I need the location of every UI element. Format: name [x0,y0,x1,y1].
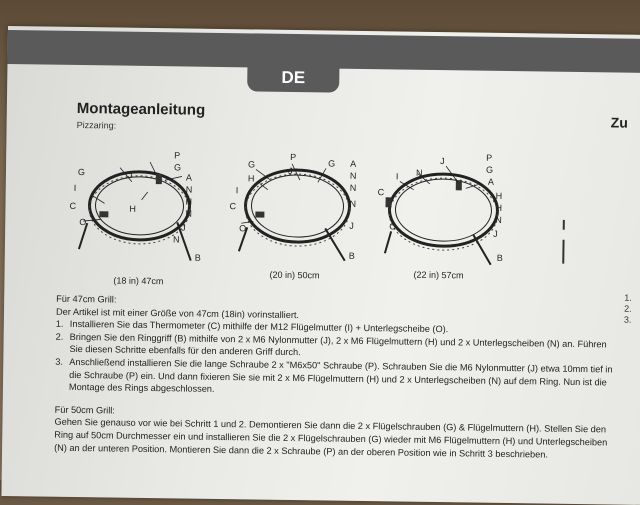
diagram-label: H [495,203,502,213]
step-text: Bringen Sie den Ringgriff (B) mithilfe von 2 x M6 Nylonmutter (J), 2 x M6 Flügelmuttern (H) und 2 x Unterlegscheiben (N) an. Führen Sie diesen Schritte ebenfalls für den anderen Griff durch. [69,332,606,358]
section-heading: Für 50cm Grill: [55,403,615,423]
diagram-label: A [350,159,356,169]
section-intro: Der Artikel ist mit einer Größe von 47cm (18in) vorinstalliert. [56,305,616,325]
diagram-label: B [497,253,503,263]
language-tab: DE [247,65,339,92]
diagram-label: G [174,162,181,172]
diagram-label: J [440,156,445,166]
diagram-label: J [128,170,133,180]
diagram-label: H [185,196,192,206]
ring-illustration [369,153,511,275]
section-heading: Für 47cm Grill: [56,293,616,313]
diagram-label: I [396,171,399,181]
diagram-label: B [195,253,201,263]
next-page-title-fragment: Zu [611,114,628,130]
next-page-number: 3. [624,315,632,326]
diagram-label: C [378,187,385,197]
diagram-label: O [389,221,396,231]
diagram-label: O [79,217,86,227]
diagram-label: I [236,185,239,195]
page-title: Montageanleitung [77,100,206,119]
diagram-label: N [350,171,357,181]
diagram-label: B [349,251,355,261]
handle-mark-icon [561,220,567,264]
diagram-label: G [78,167,85,177]
next-page-number: 1. [624,293,632,304]
diagram-label: N [173,234,180,244]
next-page-number: 2. [624,304,632,315]
step-number: 2. [56,330,70,343]
diagram-label: P [486,153,492,163]
diagram-caption: (22 in) 57cm [369,269,509,281]
diagram-label: J [493,229,498,239]
step-text: Anschließend installieren Sie die lange Schraube 2 x "M6x50" Schraube (P). Schrauben Sie die M6 Nylonmutter (J) etwa 10mm tief in die Schraube (P) ein. Und dann fixieren Sie sie mit 2 x M6 Flügelmuttern (H) und 2 x Unterlegscheiben (N) auf dem Ring. Nun ist die Montage des Rings abgeschlossen. [69,357,613,394]
step-item [55,356,615,402]
diagram-label: H [129,204,136,214]
ring-diagram-57cm [369,153,511,280]
diagram-label: N [349,199,356,209]
diagram-label: N [416,168,423,178]
diagram-label: J [288,166,293,176]
diagram-label: N [186,184,193,194]
step-number: 3. [55,356,69,369]
ring-illustration [69,149,211,271]
diagram-label: J [349,221,354,231]
ring-diagram-50cm [225,151,367,278]
diagram-label: C [229,201,236,211]
diagram-caption: (20 in) 50cm [224,269,364,281]
diagram-label: I [74,183,77,193]
diagram-caption: (18 in) 47cm [68,275,208,287]
diagram-label: G [248,159,255,169]
diagram-label: P [174,150,180,160]
section-paragraph: Gehen Sie genauso vor wie bei Schritt 1 und 2. Demontieren Sie dann die 2 x Flügelschrauben (G) & Flügelmuttern (H). Stellen Sie den Ring auf 50cm Durchmesser ein und installieren Sie die 2 x Flügelschrauben (G) wieder mit M6 Flügelmuttern (H) und Unterlegscheiben (N) an der unteren Position. Montieren Sie dann die 2 x Schraube (P) an der oberen Position wie in Schritt 3 beschrieben. [54,416,614,462]
diagram-label: H [248,173,255,183]
diagram-label: G [486,165,493,175]
diagram-label: O [239,223,246,233]
diagram-label: A [186,172,192,182]
section-subtitle: Pizzaring: [77,120,117,131]
instruction-sheet [1,26,640,505]
step-text: Installieren Sie das Thermometer (C) mithilfe der M12 Flügelmutter (I) + Unterlegscheibe (O). [70,319,449,334]
diagram-label: J [181,222,186,232]
step-number: 1. [56,318,70,331]
diagram-label: A [488,177,494,187]
diagram-label: N [185,208,192,218]
diagram-label: N [495,215,502,225]
ring-illustration [225,151,367,273]
next-page-numbers [624,293,632,326]
instructions-body [54,293,616,462]
diagram-label: C [69,201,76,211]
ring-diagram-47cm [69,149,211,276]
diagram-label: G [328,158,335,168]
diagram-label: P [290,152,296,162]
diagram-label: N [350,183,357,193]
diagram-label: H [496,191,503,201]
